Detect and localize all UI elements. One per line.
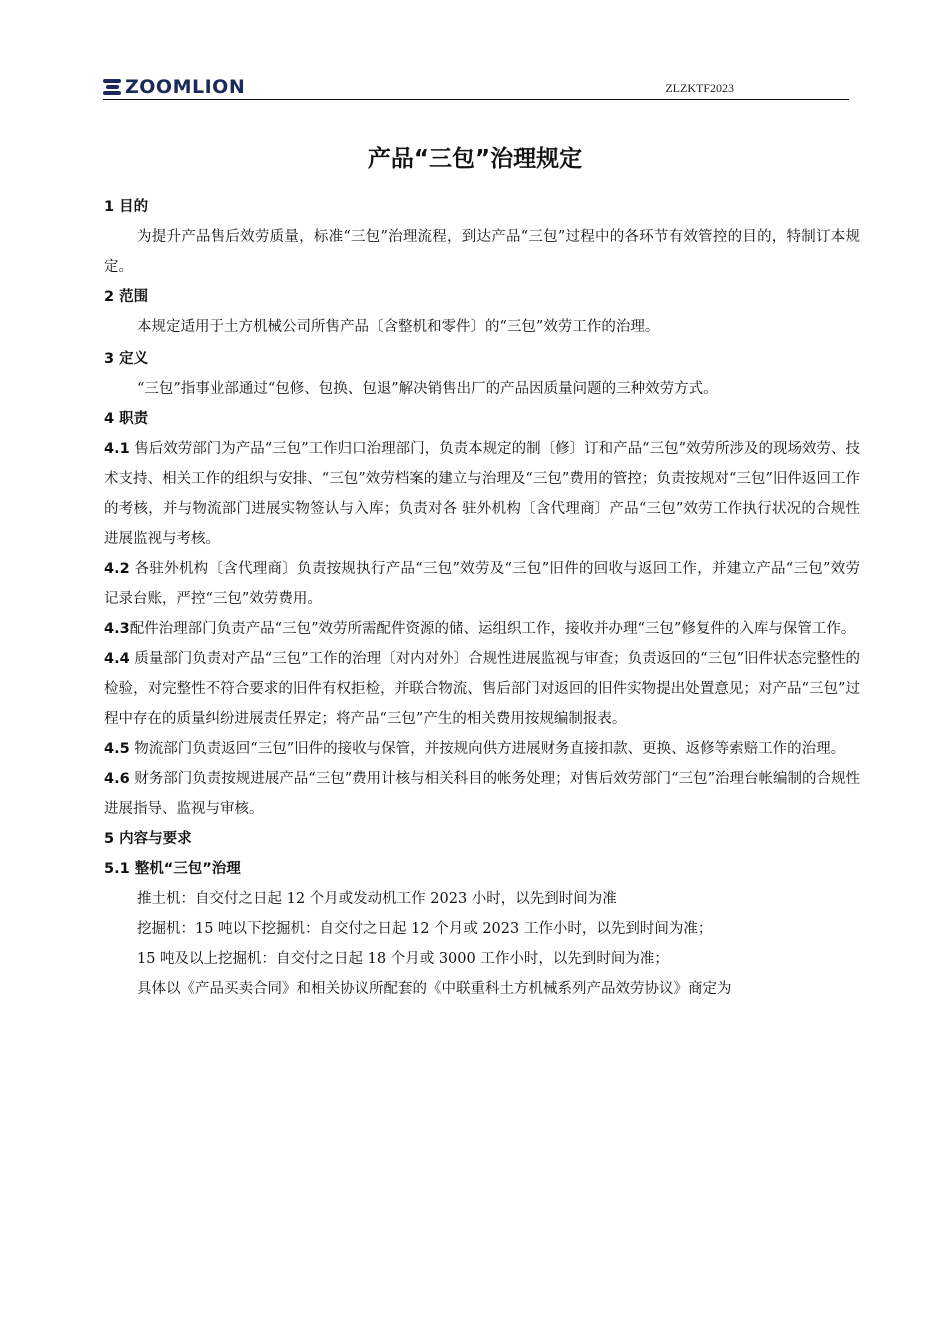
clause-4-5 [104,734,860,764]
section-2-heading: 2 范围 [104,289,149,305]
clause-4-3-number: 4.3 [104,621,130,637]
bulldozer-warranty-line: 推土机：自交付之日起 12 个月或发动机工作 2023 小时，以先到时间为准 [137,891,617,907]
section-2-text: 本规定适用于土方机械公司所售产品〔含整机和零件〕的“三包”效劳工作的治理。 [137,319,660,335]
logo-text: ZOOMLION [125,76,246,98]
clause-4-3-text: 配件治理部门负责产品“三包”效劳所需配件资源的储、运组织工作，接收并办理“三包”修复件的入库与保管工作。 [129,621,856,637]
clause-4-3 [104,614,860,644]
company-logo [103,76,245,98]
zoomlion-logo-icon [103,78,121,96]
clause-4-4-number: 4.4 [104,651,130,667]
section-3-heading: 3 定义 [104,351,149,367]
section-1-text: 为提升产品售后效劳质量，标准“三包”治理流程，到达产品“三包”过程中的各环节有效管控的目的，特制订本规定。 [104,229,860,275]
clause-4-1-number: 4.1 [104,441,130,457]
contract-reference-line: 具体以《产品买卖合同》和相关协议所配套的《中联重科土方机械系列产品效劳协议》商定为 [137,981,732,997]
clause-4-1 [104,434,860,554]
clause-4-2-number: 4.2 [104,561,130,577]
clause-4-2 [104,554,860,614]
clause-4-6-text: 财务部门负责按规进展产品“三包”费用计核与相关科目的帐务处理；对售后效劳部门“三包”治理台帐编制的合规性进展指导、监视与审核。 [104,771,860,817]
document-title: 产品“三包”治理规定 [367,146,583,172]
section-1-heading: 1 目的 [104,199,149,215]
page-header [103,72,849,100]
document-body [104,192,860,1004]
document-code: ZLZKTF2023 [665,81,734,95]
excavator-large-warranty-line: 15 吨及以上挖掘机：自交付之日起 18 个月或 3000 工作小时，以先到时间为准； [137,951,669,967]
clause-4-6-number: 4.6 [104,771,130,787]
clause-4-1-text: 售后效劳部门为产品“三包”工作归口治理部门，负责本规定的制〔修〕订和产品“三包”效劳所涉及的现场效劳、技术支持、相关工作的组织与安排、“三包”效劳档案的建立与治理及“三包”费用的管控；负责按规对“三包”旧件返回工作的考核，并与物流部门进展实物签认与入库；负责对各 驻外机构〔含代理商〕产品“三包”效劳工作执行状况的合规性进展监视与考核。 [104,441,860,547]
clause-4-4 [104,644,860,734]
section-3-text: “三包”指事业部通过“包修、包换、包退”解决销售出厂的产品因质量问题的三种效劳方式。 [137,381,718,397]
section-5-1-heading: 5.1 整机“三包”治理 [104,861,241,877]
section-4-heading: 4 职责 [104,411,149,427]
section-5-heading: 5 内容与要求 [104,831,192,847]
clause-4-4-text: 质量部门负责对产品“三包”工作的治理〔对内对外〕合规性进展监视与审查；负责返回的“三包”旧件状态完整性的检验，对完整性不符合要求的旧件有权拒检，并联合物流、售后部门对返回的旧件实物提出处置意见；对产品“三包”过程中存在的质量纠纷进展责任界定；将产品“三包”产生的相关费用按规编制报表。 [104,651,860,727]
header-divider [103,99,849,100]
excavator-small-warranty-line: 挖掘机：15 吨以下挖掘机：自交付之日起 12 个月或 2023 工作小时，以先到时间为准； [137,921,713,937]
clause-4-5-number: 4.5 [104,741,130,757]
clause-4-6 [104,764,860,824]
clause-4-5-text: 物流部门负责返回“三包”旧件的接收与保管，并按规向供方进展财务直接扣款、更换、返修等索赔工作的治理。 [129,741,846,757]
clause-4-2-text: 各驻外机构〔含代理商〕负责按规执行产品“三包”效劳及“三包”旧件的回收与返回工作，并建立产品“三包”效劳记录台账，严控“三包”效劳费用。 [104,561,860,607]
